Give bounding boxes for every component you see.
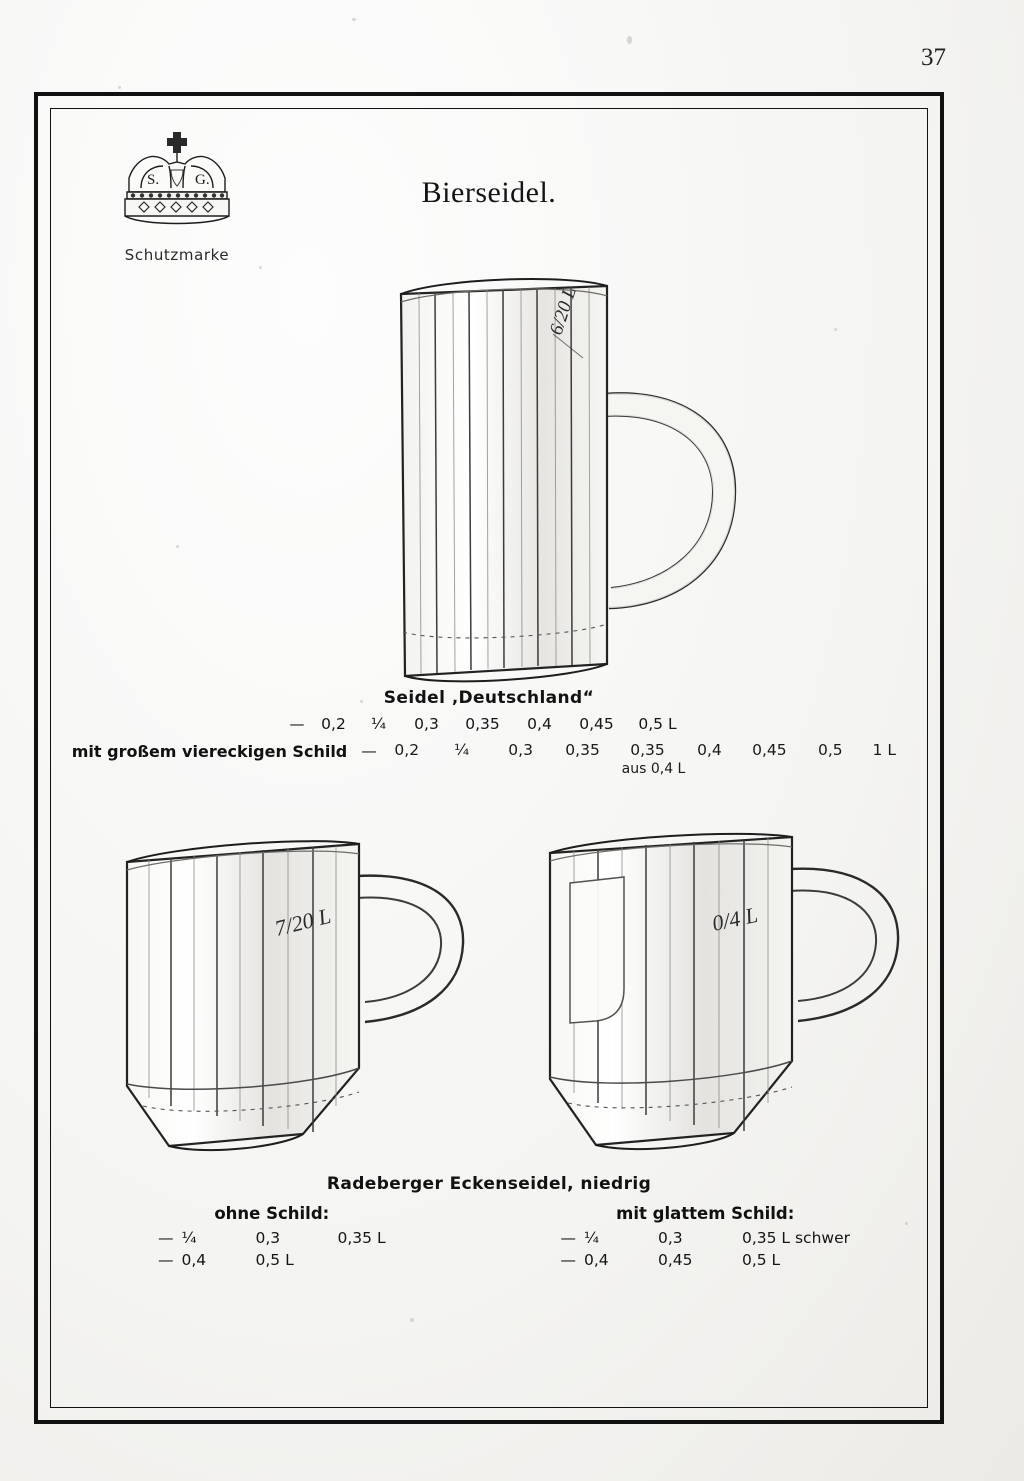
size-row-1 xyxy=(38,715,940,733)
trademark-right-letter: G. xyxy=(195,172,210,188)
size-list-row xyxy=(560,1229,850,1247)
caption-title-2: Radeberger Eckenseidel, niedrig xyxy=(326,1174,652,1194)
capacity-mark-2: 7/20 L xyxy=(272,902,334,941)
bottom-size-lists xyxy=(158,1204,850,1269)
caption-title-1: Seidel ‚Deutschland“ xyxy=(383,688,595,708)
capacity-mark-1: 6/20 L xyxy=(545,284,581,338)
size-value: 0,35 xyxy=(465,715,500,733)
size-value: 0,3 xyxy=(657,1229,683,1247)
size-row-2-label: mit großem viereckigen Schild xyxy=(71,742,348,761)
caption-radeberger-eckenseidel xyxy=(38,1174,940,1194)
size-value: ¼ xyxy=(583,1229,600,1247)
size-value: 0,4 xyxy=(583,1251,609,1269)
size-value: 1 L xyxy=(872,741,896,759)
size-value: 0,3 xyxy=(414,715,439,733)
size-list-row xyxy=(158,1229,386,1247)
bullet-dash-1: — xyxy=(289,715,305,733)
size-value: 0,3 xyxy=(508,741,533,759)
size-value: ¼ xyxy=(370,715,387,733)
size-value: 0,35 L xyxy=(337,1229,386,1247)
size-value-with-note xyxy=(617,741,686,777)
page-number: 37 xyxy=(921,44,946,71)
page-title: Bierseidel. xyxy=(421,176,557,209)
capacity-mark-3: 0/4 L xyxy=(709,901,760,936)
page-frame xyxy=(34,92,944,1424)
size-value: ¼ xyxy=(181,1229,197,1247)
size-value: 0,5 L xyxy=(741,1251,781,1269)
size-value: 0,5 L xyxy=(638,715,677,733)
bullet-dash: — xyxy=(560,1229,576,1247)
trademark-label: Schutzmarke xyxy=(124,246,230,264)
mug-illustration-low-faceted-right xyxy=(528,811,938,1176)
bullet-dash: — xyxy=(158,1251,174,1269)
size-value: 0,2 xyxy=(321,715,346,733)
size-value: 0,35 L schwer xyxy=(741,1229,850,1247)
size-value: 0,45 xyxy=(752,741,787,759)
caption-seidel-deutschland xyxy=(38,688,940,777)
bullet-dash: — xyxy=(158,1229,174,1247)
size-list-heading: mit glattem Schild: xyxy=(616,1204,795,1223)
size-value: 0,45 xyxy=(657,1251,693,1269)
size-list-heading: ohne Schild: xyxy=(214,1204,330,1223)
size-value: ¼ xyxy=(454,741,470,759)
bullet-dash-2: — xyxy=(361,742,377,760)
bullet-dash: — xyxy=(560,1251,576,1269)
size-value: 0,4 xyxy=(697,741,722,759)
size-value: 0,5 L xyxy=(255,1251,294,1269)
mug-illustration-tall-fluted xyxy=(383,276,783,696)
size-list-row xyxy=(158,1251,386,1269)
size-value: 0,4 xyxy=(527,715,552,733)
size-value: 0,35 xyxy=(565,741,600,759)
size-value: 0,4 xyxy=(181,1251,207,1269)
size-footnote: aus 0,4 L xyxy=(621,761,686,777)
size-value: 0,35 xyxy=(630,741,665,759)
size-list-ohne-schild xyxy=(158,1204,386,1269)
size-value: 0,3 xyxy=(255,1229,281,1247)
mug-illustration-low-faceted-left xyxy=(113,816,503,1176)
size-row-2 xyxy=(38,741,940,777)
size-list-mit-glattem-schild xyxy=(560,1204,850,1269)
size-value: 0,5 xyxy=(817,741,843,759)
trademark-left-letter: S. xyxy=(147,172,160,188)
size-value: 0,2 xyxy=(394,741,420,759)
size-value: 0,45 xyxy=(579,715,614,733)
size-list-row xyxy=(560,1251,850,1269)
